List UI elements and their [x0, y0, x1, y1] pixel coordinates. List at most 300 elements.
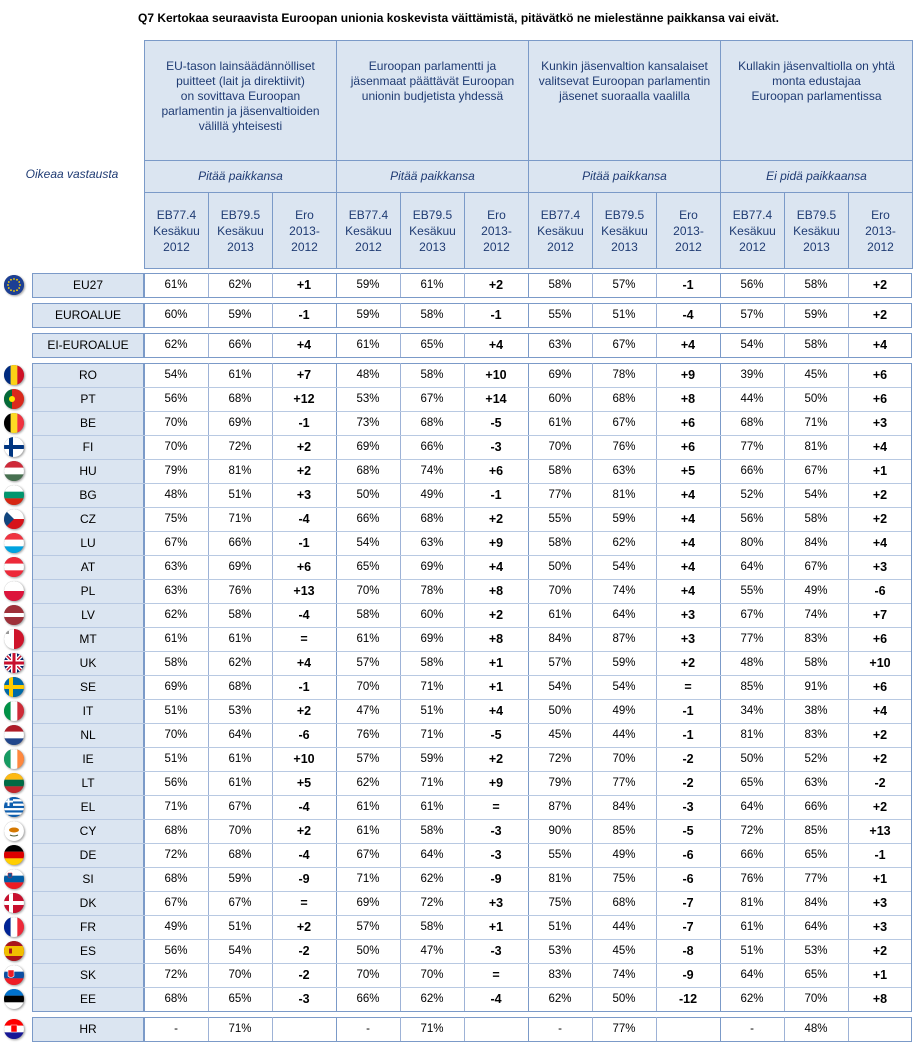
correct-answer-1: Pitää paikkansa — [144, 160, 337, 193]
value-cell: 60% — [164, 309, 188, 321]
value-cell: 63% — [164, 561, 188, 573]
value-cell: 58% — [420, 921, 444, 933]
difference-cell: +2 — [296, 704, 312, 718]
value-cell: 68% — [740, 417, 764, 429]
value-cell: 59% — [228, 873, 252, 885]
value-cell: 58% — [548, 279, 572, 291]
row-label: HU — [79, 464, 97, 478]
difference-cell: -6 — [298, 728, 310, 742]
column-header-line: 2013- — [673, 223, 704, 238]
value-cell: 90% — [548, 825, 572, 837]
difference-cell: +2 — [872, 944, 888, 958]
difference-cell: +6 — [296, 560, 312, 574]
value-cell: 62% — [612, 537, 636, 549]
column-header-line: Kesäkuu — [729, 223, 776, 238]
value-cell: 71% — [164, 801, 188, 813]
difference-cell: +4 — [680, 512, 696, 526]
value-cell: 50% — [804, 393, 828, 405]
value-cell: 55% — [548, 309, 572, 321]
difference-cell: +2 — [296, 464, 312, 478]
value-cell: 54% — [164, 369, 188, 381]
correct-answer-label: Oikeaa vastausta — [25, 167, 119, 181]
table-row — [0, 843, 913, 867]
lv-flag-icon — [4, 605, 24, 625]
column-header — [784, 192, 849, 269]
value-cell: 59% — [228, 309, 252, 321]
value-cell: 61% — [548, 609, 572, 621]
value-cell: 64% — [612, 609, 636, 621]
value-cell: 67% — [612, 417, 636, 429]
column-header-line: Kesäkuu — [409, 223, 456, 238]
value-cell: 77% — [548, 489, 572, 501]
value-cell: 77% — [612, 1023, 636, 1035]
cy-flag-icon — [4, 821, 24, 841]
value-cell: 38% — [804, 705, 828, 717]
difference-cell: -3 — [682, 800, 694, 814]
column-header-line: EB77.4 — [156, 207, 197, 222]
column-header-line: Ero — [295, 207, 314, 222]
difference-cell: +8 — [680, 392, 696, 406]
row-divider — [33, 795, 911, 796]
row-label: BE — [79, 416, 96, 430]
value-cell: 49% — [804, 585, 828, 597]
column-header-line: Ero — [679, 207, 698, 222]
value-cell: 47% — [356, 705, 380, 717]
column-header-line: 2012 — [355, 239, 382, 254]
table-row — [0, 273, 913, 297]
dk-flag-icon — [4, 893, 24, 913]
difference-cell: +4 — [680, 584, 696, 598]
difference-cell: +6 — [488, 464, 504, 478]
row-label: HR — [79, 1022, 97, 1036]
value-cell: 51% — [548, 921, 572, 933]
value-cell: 67% — [420, 393, 444, 405]
value-cell: 53% — [228, 705, 252, 717]
row-label: UK — [79, 656, 97, 670]
row-label: SK — [79, 968, 96, 982]
value-cell: 69% — [164, 681, 188, 693]
column-header-line: 2013- — [865, 223, 896, 238]
column-header-text — [865, 207, 896, 255]
value-cell: 64% — [420, 849, 444, 861]
column-header-text — [729, 207, 776, 255]
value-cell: 59% — [356, 279, 380, 291]
table-row — [0, 891, 913, 915]
lu-flag-icon — [4, 533, 24, 553]
value-cell: 68% — [612, 897, 636, 909]
fr-flag-icon — [4, 917, 24, 937]
difference-cell: +9 — [488, 776, 504, 790]
column-header-line: Kesäkuu — [793, 223, 840, 238]
value-cell: 61% — [164, 279, 188, 291]
value-cell: 77% — [612, 777, 636, 789]
row-label: EUROALUE — [54, 308, 122, 322]
difference-cell — [272, 1017, 336, 1041]
row-divider — [33, 411, 911, 412]
table-row — [0, 303, 913, 327]
value-cell: 58% — [356, 609, 380, 621]
value-cell: 54% — [804, 489, 828, 501]
value-cell: 68% — [228, 681, 252, 693]
value-cell: 61% — [228, 777, 252, 789]
row-divider — [33, 867, 911, 868]
value-cell: 66% — [228, 339, 252, 351]
column-header — [336, 192, 401, 269]
value-cell: 79% — [548, 777, 572, 789]
row-label: DE — [79, 848, 97, 862]
column-header-line: EB77.4 — [348, 207, 389, 222]
difference-cell: +3 — [488, 896, 504, 910]
row-label: PL — [80, 584, 96, 598]
difference-cell: +10 — [869, 656, 891, 670]
value-cell: 58% — [420, 657, 444, 669]
row-divider — [33, 435, 911, 436]
cz-flag-icon — [4, 509, 24, 529]
value-cell: 66% — [356, 513, 380, 525]
difference-cell: +12 — [293, 392, 315, 406]
value-cell: 61% — [420, 279, 444, 291]
difference-cell: +5 — [296, 776, 312, 790]
eu-flag-icon — [4, 275, 24, 295]
value-cell: 71% — [420, 729, 444, 741]
column-header-line: Kesäkuu — [153, 223, 200, 238]
value-cell: 56% — [740, 279, 764, 291]
value-cell: 58% — [804, 513, 828, 525]
value-cell: 66% — [420, 441, 444, 453]
value-cell: 81% — [740, 897, 764, 909]
value-cell: 57% — [356, 657, 380, 669]
value-cell: 51% — [612, 309, 636, 321]
row-divider — [33, 915, 911, 916]
column-header-line: EB79.5 — [412, 207, 453, 222]
difference-cell: +3 — [872, 560, 888, 574]
statement-line: puitteet (lait ja direktiivit) — [176, 74, 305, 88]
value-cell: 70% — [228, 969, 252, 981]
difference-cell: +6 — [680, 440, 696, 454]
difference-cell: +2 — [872, 308, 888, 322]
column-header — [592, 192, 657, 269]
difference-cell: -5 — [682, 824, 694, 838]
row-label: EE — [79, 992, 96, 1006]
value-cell: 91% — [804, 681, 828, 693]
value-cell: 64% — [228, 729, 252, 741]
difference-cell: -4 — [490, 992, 502, 1006]
value-cell: 53% — [804, 945, 828, 957]
value-cell: 78% — [612, 369, 636, 381]
difference-cell: +4 — [296, 656, 312, 670]
value-cell: 49% — [164, 921, 188, 933]
value-cell: 81% — [548, 873, 572, 885]
row-divider — [33, 987, 911, 988]
value-cell: 84% — [804, 897, 828, 909]
value-cell: 63% — [612, 465, 636, 477]
hu-flag-icon — [4, 461, 24, 481]
value-cell: 68% — [420, 513, 444, 525]
difference-cell: +2 — [296, 440, 312, 454]
value-cell: 78% — [420, 585, 444, 597]
column-header-line: Ero — [871, 207, 890, 222]
column-header-line: 2012 — [739, 239, 766, 254]
difference-cell — [464, 1017, 528, 1041]
difference-cell — [848, 1017, 912, 1041]
value-cell: 74% — [804, 609, 828, 621]
column-header — [272, 192, 337, 269]
table-row — [0, 435, 913, 459]
value-cell: 61% — [740, 921, 764, 933]
value-cell: 54% — [548, 681, 572, 693]
value-cell: 70% — [356, 681, 380, 693]
value-cell: 54% — [612, 681, 636, 693]
el-flag-icon — [4, 797, 24, 817]
value-cell: 44% — [740, 393, 764, 405]
value-cell: 61% — [356, 825, 380, 837]
value-cell: 69% — [420, 561, 444, 573]
row-divider — [33, 939, 911, 940]
value-cell: 70% — [164, 729, 188, 741]
value-cell: 51% — [164, 753, 188, 765]
value-cell: 65% — [804, 849, 828, 861]
value-cell: 57% — [740, 309, 764, 321]
difference-cell — [656, 1017, 720, 1041]
row-divider — [33, 483, 911, 484]
difference-cell: +4 — [872, 338, 888, 352]
ro-flag-icon — [4, 365, 24, 385]
value-cell: 68% — [164, 873, 188, 885]
value-cell: 81% — [228, 465, 252, 477]
value-cell: 45% — [804, 369, 828, 381]
difference-cell: -1 — [298, 308, 310, 322]
difference-cell: +9 — [488, 536, 504, 550]
column-header-text — [537, 207, 584, 255]
column-header-text — [217, 207, 264, 255]
value-cell: 84% — [612, 801, 636, 813]
column-header-text — [409, 207, 456, 255]
difference-cell: +10 — [293, 752, 315, 766]
table-row — [0, 1017, 913, 1041]
row-divider — [33, 651, 911, 652]
row-label: BG — [79, 488, 97, 502]
statement-line: Kullakin jäsenvaltiolla on yhtä — [738, 59, 895, 73]
statement-header-1 — [144, 40, 337, 161]
value-cell: 69% — [356, 441, 380, 453]
value-cell: 50% — [740, 753, 764, 765]
table-row — [0, 483, 913, 507]
table-row — [0, 963, 913, 987]
statement-header-4 — [720, 40, 913, 161]
value-cell: 62% — [356, 777, 380, 789]
difference-cell: -7 — [682, 920, 694, 934]
value-cell: 50% — [548, 705, 572, 717]
row-divider — [33, 579, 911, 580]
value-cell: 62% — [164, 609, 188, 621]
difference-cell: +6 — [872, 632, 888, 646]
value-cell: 66% — [804, 801, 828, 813]
difference-cell: +2 — [296, 920, 312, 934]
value-cell: 48% — [804, 1023, 828, 1035]
value-cell: 61% — [356, 801, 380, 813]
difference-cell: +8 — [872, 992, 888, 1006]
fi-flag-icon — [4, 437, 24, 457]
difference-cell: +1 — [872, 872, 888, 886]
value-cell: 83% — [804, 729, 828, 741]
value-cell: 58% — [804, 279, 828, 291]
value-cell: 51% — [228, 921, 252, 933]
value-cell: 52% — [804, 753, 828, 765]
row-divider — [33, 387, 911, 388]
value-cell: 63% — [164, 585, 188, 597]
value-cell: 61% — [356, 633, 380, 645]
difference-cell: = — [684, 680, 692, 694]
column-header — [720, 192, 785, 269]
statement-line: on sovittava Euroopan — [180, 89, 301, 103]
row-label: NL — [80, 728, 96, 742]
value-cell: 50% — [356, 489, 380, 501]
value-cell: 60% — [420, 609, 444, 621]
column-header-text — [345, 207, 392, 255]
table-row — [0, 531, 913, 555]
value-cell: 61% — [548, 417, 572, 429]
row-divider — [33, 747, 911, 748]
row-label: PT — [80, 392, 96, 406]
difference-cell: -6 — [874, 584, 886, 598]
value-cell: 57% — [548, 657, 572, 669]
it-flag-icon — [4, 701, 24, 721]
value-cell: 55% — [740, 585, 764, 597]
statement-line: Kunkin jäsenvaltion kansalaiset — [541, 59, 708, 73]
value-cell: 70% — [164, 441, 188, 453]
column-header-line: EB77.4 — [540, 207, 581, 222]
table-row — [0, 915, 913, 939]
table-row — [0, 795, 913, 819]
value-cell: 65% — [804, 969, 828, 981]
column-header-line: 2013 — [803, 239, 830, 254]
value-cell: 87% — [612, 633, 636, 645]
statement-line: välillä yhteisesti — [198, 119, 283, 133]
column-header-line: EB77.4 — [732, 207, 773, 222]
value-cell: 76% — [228, 585, 252, 597]
difference-cell: -1 — [490, 488, 502, 502]
value-cell: 54% — [228, 945, 252, 957]
table-row — [0, 699, 913, 723]
difference-cell: +9 — [680, 368, 696, 382]
value-cell: 72% — [228, 441, 252, 453]
row-divider — [33, 843, 911, 844]
row-divider — [33, 771, 911, 772]
value-cell: 70% — [548, 585, 572, 597]
column-header-text — [481, 207, 512, 255]
value-cell: 70% — [356, 969, 380, 981]
row-label: ES — [79, 944, 96, 958]
table-row — [0, 507, 913, 531]
value-cell: 70% — [548, 441, 572, 453]
value-cell: 58% — [420, 825, 444, 837]
difference-cell: = — [492, 968, 500, 982]
difference-cell: = — [300, 632, 308, 646]
row-divider — [33, 627, 911, 628]
value-cell: 84% — [804, 537, 828, 549]
column-header-line: Ero — [487, 207, 506, 222]
difference-cell: -4 — [298, 848, 310, 862]
row-label: IT — [82, 704, 94, 718]
nl-flag-icon — [4, 725, 24, 745]
value-cell: 87% — [548, 801, 572, 813]
statement-line: Euroopan parlamentti ja — [368, 59, 497, 73]
value-cell: 62% — [548, 993, 572, 1005]
column-header-text — [673, 207, 704, 255]
value-cell: 70% — [228, 825, 252, 837]
table-row — [0, 333, 913, 357]
statement-header-3 — [528, 40, 721, 161]
value-cell: 76% — [740, 873, 764, 885]
value-cell: 50% — [548, 561, 572, 573]
difference-cell: -9 — [682, 968, 694, 982]
value-cell: 65% — [356, 561, 380, 573]
value-cell: 63% — [804, 777, 828, 789]
difference-cell: +10 — [485, 368, 507, 382]
difference-cell: +2 — [872, 752, 888, 766]
difference-cell: +3 — [680, 608, 696, 622]
difference-cell: -8 — [682, 944, 694, 958]
value-cell: 65% — [420, 339, 444, 351]
value-cell: 68% — [228, 849, 252, 861]
column-header-line: EB79.5 — [220, 207, 261, 222]
value-cell: 71% — [356, 873, 380, 885]
column-header-line: Kesäkuu — [217, 223, 264, 238]
column-header-line: 2012 — [291, 239, 318, 254]
difference-cell: +8 — [488, 632, 504, 646]
value-cell: 59% — [612, 657, 636, 669]
value-cell: 72% — [164, 849, 188, 861]
difference-cell: -1 — [298, 416, 310, 430]
difference-cell: -6 — [682, 872, 694, 886]
column-header-text — [153, 207, 200, 255]
difference-cell: -4 — [298, 608, 310, 622]
value-cell: 50% — [356, 945, 380, 957]
difference-cell: +3 — [872, 896, 888, 910]
value-cell: 83% — [548, 969, 572, 981]
value-cell: 84% — [548, 633, 572, 645]
value-cell: 51% — [164, 705, 188, 717]
statement-line: jäsenet suoraalla vaalilla — [559, 89, 690, 103]
difference-cell: -4 — [298, 800, 310, 814]
value-cell: 71% — [420, 1023, 444, 1035]
table-row — [0, 675, 913, 699]
value-cell: 59% — [612, 513, 636, 525]
column-header-line: EB79.5 — [604, 207, 645, 222]
value-cell: 51% — [228, 489, 252, 501]
row-label: DK — [79, 896, 97, 910]
value-cell: 59% — [356, 309, 380, 321]
column-header — [144, 192, 209, 269]
difference-cell: -3 — [490, 824, 502, 838]
value-cell: 76% — [356, 729, 380, 741]
difference-cell: +1 — [872, 464, 888, 478]
difference-cell: +4 — [680, 536, 696, 550]
value-cell: 69% — [548, 369, 572, 381]
table-row — [0, 603, 913, 627]
value-cell: 57% — [356, 921, 380, 933]
value-cell: 62% — [164, 339, 188, 351]
value-cell: 69% — [228, 417, 252, 429]
row-label: MT — [79, 632, 97, 646]
difference-cell: +6 — [872, 680, 888, 694]
value-cell: 64% — [740, 969, 764, 981]
difference-cell: +1 — [488, 656, 504, 670]
table-row — [0, 723, 913, 747]
value-cell: 51% — [420, 705, 444, 717]
row-divider — [33, 603, 911, 604]
row-label: FR — [80, 920, 96, 934]
